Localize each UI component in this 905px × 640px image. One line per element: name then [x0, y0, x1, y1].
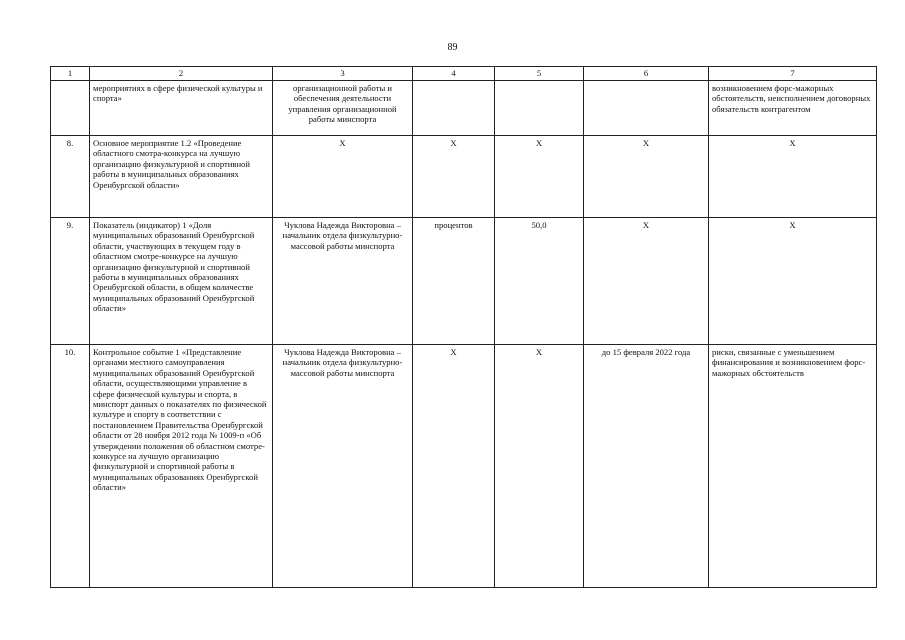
risks-cell: Х: [709, 218, 877, 345]
table-row: [51, 136, 877, 218]
risks-cell: риски, связанные с уменьшением финансирования и возникновением форс-мажорных обстоятельств: [709, 345, 877, 588]
risks-cell: Х: [709, 136, 877, 218]
page-number: 89: [447, 42, 458, 53]
activity-name: Основное мероприятие 1.2 «Проведение областного смотра-конкурса на лучшую организацию физкультурной и спортивной работы в муниципальных образованиях Оренбургской области»: [90, 136, 273, 218]
activity-name: Показатель (индикатор) 1 «Доля муниципальных образований Оренбургской области, участвующих в текущем году в областном смотре-конкурсе на лучшую организацию физкультурной и спортивной работы в муниципальных образованиях Оренбургской области, в общем количестве муниципальных образований Оренбургской области»: [90, 218, 273, 345]
deadline-cell: до 15 февраля 2022 года: [584, 345, 709, 588]
header-row: [51, 67, 877, 81]
column-header-2: 2: [90, 67, 273, 81]
risks-cell: возникновением форс-мажорных обстоятельств, неисполнением договорных обязательств контрагентом: [709, 81, 877, 136]
column-header-1: 1: [51, 67, 90, 81]
responsible-cell: Х: [273, 136, 413, 218]
deadline-cell: Х: [584, 218, 709, 345]
column-header-5: 5: [495, 67, 584, 81]
table-row: [51, 81, 877, 136]
row-number: [51, 81, 90, 136]
responsible-cell: Чуклова Надежда Викторовна – начальник отдела физкультурно-массовой работы минспорта: [273, 345, 413, 588]
unit-cell: Х: [413, 136, 495, 218]
activity-name: Контрольное событие 1 «Представление органами местного самоуправления муниципальных образований Оренбургской области, осуществляющими управление в сфере физической культуры и спорта, в минспорт данных о показателях по физической культуре и спорту в соответствии с постановлением Правительства Оренбургской области от 28 ноября 2012 года № 1009-п «Об утверждении положения об областном смотре-конкурсе на лучшую организацию физкультурной и спортивной работы в муниципальных образованиях Оренбургской области»: [90, 345, 273, 588]
table-row: [51, 345, 877, 588]
column-header-3: 3: [273, 67, 413, 81]
column-header-6: 6: [584, 67, 709, 81]
plan-table: [50, 66, 877, 588]
deadline-cell: Х: [584, 136, 709, 218]
column-header-7: 7: [709, 67, 877, 81]
deadline-cell: [584, 81, 709, 136]
responsible-cell: Чуклова Надежда Викторовна – начальник отдела физкультурно-массовой работы минспорта: [273, 218, 413, 345]
row-number: 9.: [51, 218, 90, 345]
value-cell: [495, 81, 584, 136]
value-cell: Х: [495, 136, 584, 218]
responsible-cell: организационной работы и обеспечения деятельности управления организационной работы минспорта: [273, 81, 413, 136]
unit-cell: Х: [413, 345, 495, 588]
row-number: 10.: [51, 345, 90, 588]
column-header-4: 4: [413, 67, 495, 81]
unit-cell: [413, 81, 495, 136]
activity-name: мероприятиях в сфере физической культуры и спорта»: [90, 81, 273, 136]
unit-cell: процентов: [413, 218, 495, 345]
value-cell: 50,0: [495, 218, 584, 345]
table-row: [51, 218, 877, 345]
row-number: 8.: [51, 136, 90, 218]
value-cell: Х: [495, 345, 584, 588]
